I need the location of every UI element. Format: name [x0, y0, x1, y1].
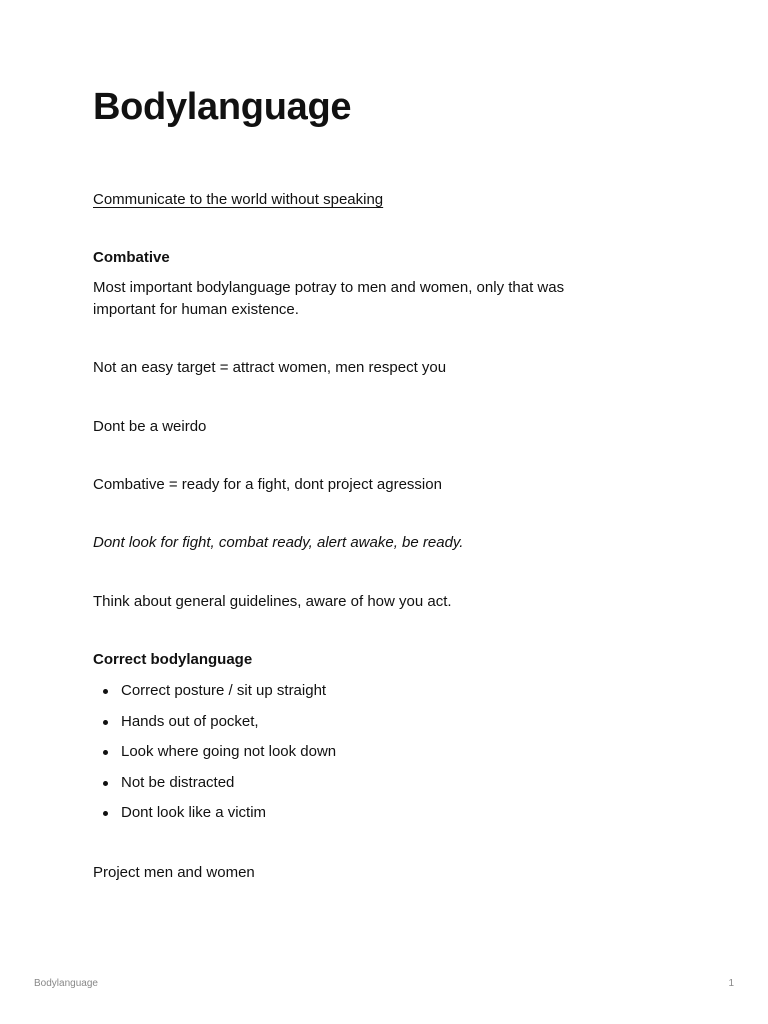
bullet-dot-icon [103, 811, 108, 816]
list-item-text: Hands out of pocket, [121, 712, 259, 730]
list-item-text: Look where going not look down [121, 743, 337, 760]
paragraph-not-easy-target: Not an easy target = attract women, men respect you [93, 359, 447, 376]
bullet-dot-icon [103, 750, 108, 755]
paragraph-combat-ready: Dont look for fight, combat ready, alert awake, be ready. [93, 534, 464, 551]
heading-combative: Combative [93, 249, 170, 266]
paragraph-project: Project men and women [93, 864, 255, 881]
bullet-dot-icon [103, 689, 108, 694]
list-item [93, 681, 336, 712]
list-item-text: Dont look like a victim [121, 804, 267, 821]
list-item [93, 712, 336, 743]
list-item [93, 773, 336, 804]
list-item-text: Not be distracted [121, 773, 235, 791]
subtitle-underlined: Communicate to the world without speaking [93, 191, 384, 208]
heading-correct-bodylanguage: Correct bodylanguage [93, 651, 253, 668]
paragraph-guidelines: Think about general guidelines, aware of how you act. [93, 593, 452, 610]
bullet-dot-icon [103, 720, 108, 725]
page-title: Bodylanguage [93, 86, 352, 128]
paragraph-dont-be-weirdo: Dont be a weirdo [93, 418, 207, 435]
combative-intro-line-1: Most important bodylanguage potray to men and women, only that was [93, 279, 565, 296]
paragraph-combative-definition: Combative = ready for a fight, dont project agression [93, 476, 442, 493]
footer-page-number: 1 [728, 978, 734, 989]
bullet-list [93, 681, 336, 834]
bullet-dot-icon [103, 781, 108, 786]
list-item [93, 742, 336, 773]
footer-document-name: Bodylanguage [34, 978, 98, 989]
combative-intro-line-2: important for human existence. [93, 301, 299, 318]
list-item [93, 803, 336, 834]
list-item-text: Correct posture / sit up straight [121, 682, 327, 699]
